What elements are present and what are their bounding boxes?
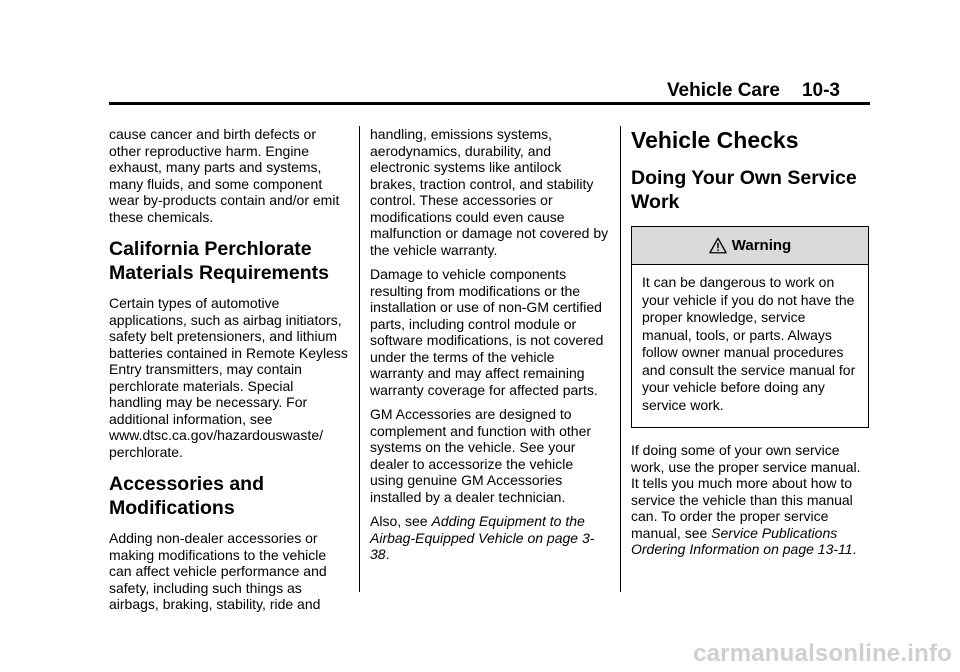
heading-vehicle-checks: Vehicle Checks xyxy=(631,127,799,153)
paragraph-gm-accessories: GM Accessories are designed to complement and function with other systems on the vehicle. See your dealer to accessorize the vehicle using genuine GM Accessories installed by a dealer technician. xyxy=(370,406,592,505)
paragraph-handling: handling, emissions systems, aerodynamics, durability, and electronic systems like antilock brakes, traction control, and stability control. These accessories or modifications could even cause malfunction or damage not covered by the vehicle warranty. xyxy=(370,126,609,258)
page-header xyxy=(667,80,840,102)
warning-title: Warning xyxy=(731,237,792,254)
heading-perchlorate: California Perchlorate Materials Requirements xyxy=(109,238,329,284)
column-2 xyxy=(370,126,610,571)
period: . xyxy=(385,546,390,562)
cross-reference-link[interactable]: Adding Equipment to the Airbag-Equipped Vehicle on page 3-38 xyxy=(370,513,595,562)
watermark: carmanualsonline.info xyxy=(693,640,952,667)
service-manual-text: If doing some of your own service work, use the proper service manual. It tells you much more about how to service the vehicle than this manual can. To order the proper service manual, see xyxy=(631,442,861,541)
column-divider xyxy=(620,126,621,592)
heading-doing-own-service: Doing Your Own Service Work xyxy=(631,167,857,213)
page-number: 10-3 xyxy=(801,80,840,101)
column-divider xyxy=(359,126,360,592)
period: . xyxy=(852,541,857,557)
warning-header xyxy=(632,227,868,265)
warning-triangle-icon xyxy=(709,237,727,255)
paragraph-accessories: Adding non-dealer accessories or making modifications to the vehicle can affect vehicle performance and safety, including such things as airbags, braking, stability, ride and xyxy=(109,530,327,612)
header-rule xyxy=(109,102,870,105)
also-see-text: Also, see xyxy=(370,513,432,529)
column-3 xyxy=(631,126,871,566)
section-title: Vehicle Care xyxy=(666,80,780,101)
warning-box xyxy=(631,226,869,428)
paragraph-damage: Damage to vehicle components resulting from modifications or the installation or use of non-GM certified parts, including control module or software modifications, is not covered under the terms of the vehicle warranty and may affect remaining warranty coverage for affected parts. xyxy=(370,266,604,398)
heading-accessories: Accessories and Modifications xyxy=(109,473,265,519)
cross-reference-link[interactable]: Service Publications Ordering Information on page 13-11 xyxy=(631,524,853,557)
paragraph-also-see xyxy=(370,513,610,563)
paragraph-perchlorate: Certain types of automotive applications, such as airbag initiators, safety belt pretensioners, and lithium batteries contained in Remote Keyless Entry transmitters, may contain perchlorate materials. Special handling may be necessary. For additional information, see www.dtsc.ca.gov/hazardouswaste/ perchlorate. xyxy=(109,295,348,460)
column-1 xyxy=(109,126,349,621)
paragraph-harm: cause cancer and birth defects or other reproductive harm. Engine exhaust, many parts and systems, many fluids, and some component wear by-products contain and/or emit these chemicals. xyxy=(109,126,340,225)
warning-body xyxy=(632,265,868,427)
warning-text: It can be dangerous to work on your vehicle if you do not have the proper knowledge, service manual, tools, or parts. Always follow owner manual procedures and consult the service manual for your vehicle before doing any service work. xyxy=(642,274,856,413)
paragraph-service-manual xyxy=(631,442,871,558)
